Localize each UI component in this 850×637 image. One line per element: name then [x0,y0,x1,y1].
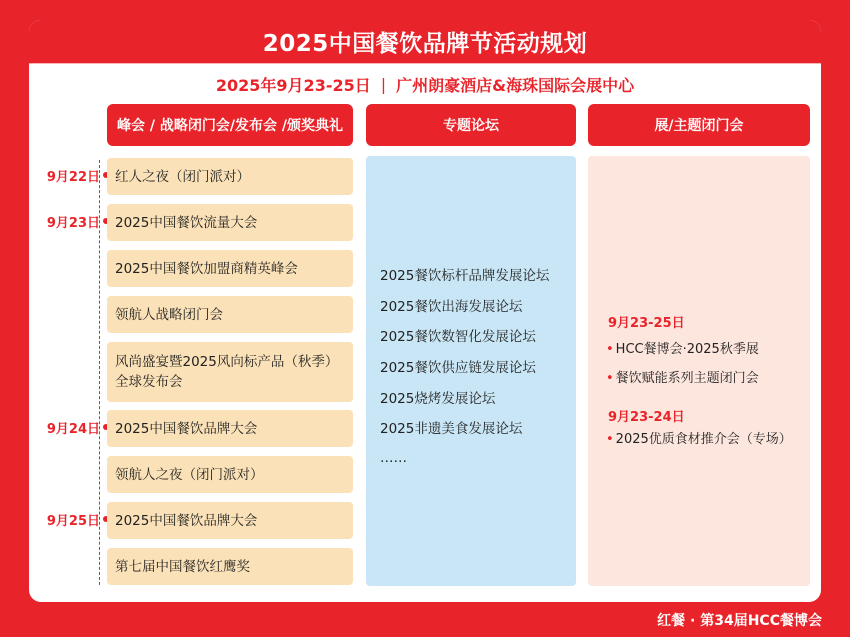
forum-item-ellipsis: …… [380,449,407,466]
event-venue: 广州朗豪酒店&海珠国际会展中心 [396,75,635,95]
bullet-icon: • [606,432,614,447]
forum-panel [366,156,576,586]
forum-item: 2025烧烤发展论坛 [380,390,496,407]
forum-item: 2025餐饮供应链发展论坛 [380,360,536,377]
column-header-forum: 专题论坛 [366,104,576,146]
event-item-line: 风尚盛宴暨2025风向标产品（秋季） [115,354,339,370]
event-item: 2025中国餐饮品牌大会 [107,502,353,539]
exhibition-panel [588,156,810,586]
bullet-icon: • [606,342,614,357]
timeline-date [39,510,109,528]
timeline-date-text: 9月23日 [46,215,100,231]
forum-item: 2025餐饮数智化发展论坛 [380,329,536,346]
exhibition-date: 9月23-24日 [608,410,685,425]
exhibition-item [606,338,759,357]
exhibition-item-text: 餐饮赋能系列主题闭门会 [615,371,759,386]
event-item: 领航人战略闭门会 [107,296,353,333]
exhibition-date: 9月23-25日 [608,316,685,331]
event-item [107,342,353,402]
exhibition-item-text: HCC餐博会·2025秋季展 [615,342,759,357]
event-item: 2025中国餐饮品牌大会 [107,410,353,447]
forum-item: 2025餐饮出海发展论坛 [380,298,523,315]
timeline-date-text: 9月22日 [46,169,100,185]
forum-item: 2025非遗美食发展论坛 [380,421,523,438]
event-item: 红人之夜（闭门派对） [107,158,353,195]
timeline-date-text: 9月25日 [46,513,100,529]
event-date-range: 2025年9月23-25日 [215,75,371,95]
event-item: 2025中国餐饮加盟商精英峰会 [107,250,353,287]
event-item: 2025中国餐饮流量大会 [107,204,353,241]
timeline-date [39,166,109,184]
event-item-line: 全球发布会 [115,374,183,390]
schedule-card [29,20,821,602]
footer-brand: 红餐 · 第34届HCC餐博会 [657,613,822,629]
exhibition-item [606,428,792,447]
timeline-date [39,418,109,436]
timeline-date-text: 9月24日 [46,421,100,437]
timeline-date [39,212,109,230]
forum-list [380,259,570,473]
column-header-summit: 峰会 / 战略闭门会/发布会 /颁奖典礼 [107,104,353,146]
forum-item: 2025餐饮标杆品牌发展论坛 [380,268,550,285]
event-item: 第七届中国餐饮红鹰奖 [107,548,353,585]
subtitle-separator: | [380,74,387,94]
exhibition-item-text: 2025优质食材推介会（专场） [615,432,792,447]
event-item: 领航人之夜（闭门派对） [107,456,353,493]
exhibition-item [606,367,759,386]
bullet-icon: • [606,371,614,386]
event-subtitle [29,70,821,98]
column-header-exhibition: 展/主题闭门会 [588,104,810,146]
page-title: 2025中国餐饮品牌节活动规划 [29,20,821,64]
